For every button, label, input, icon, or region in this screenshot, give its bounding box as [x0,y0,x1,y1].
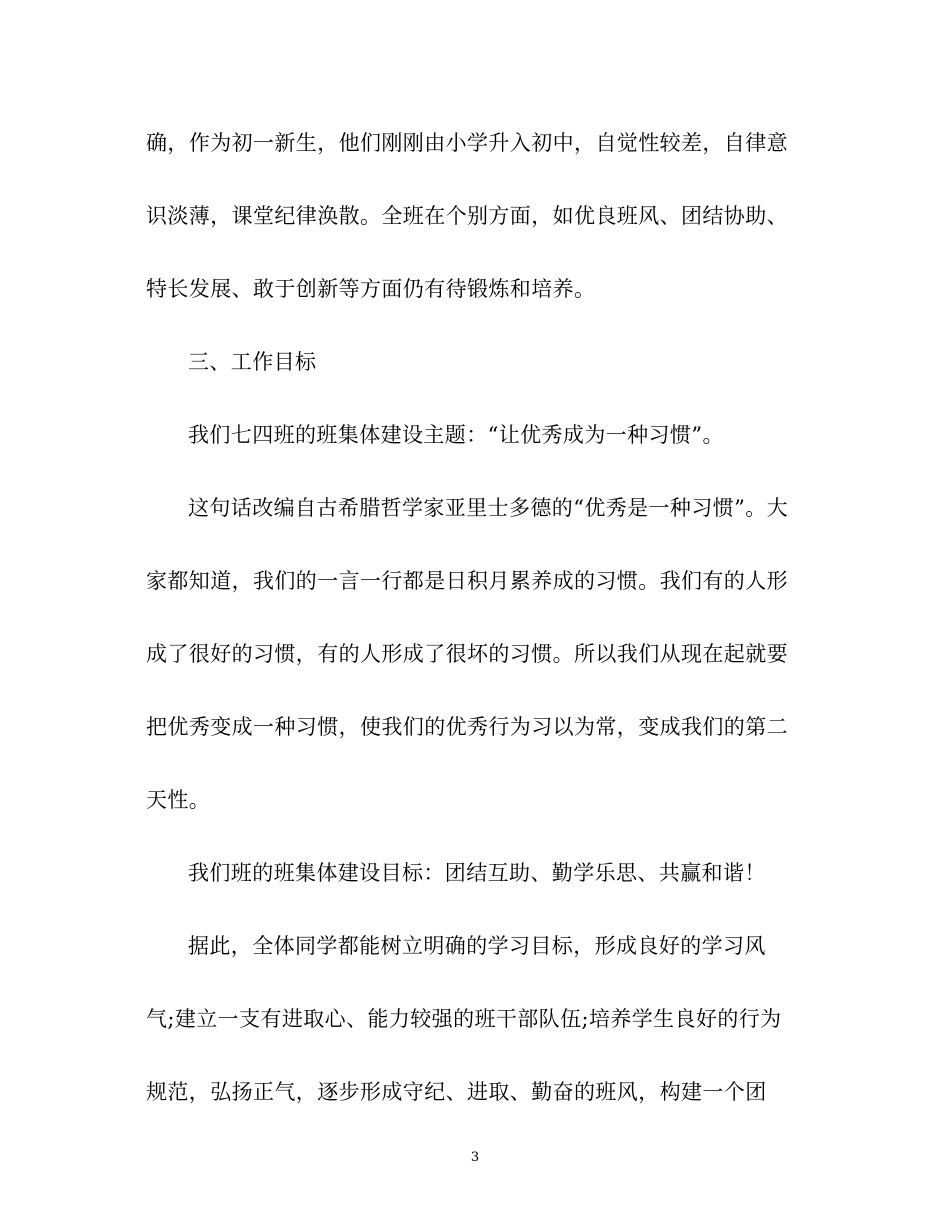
text-line: 家都知道，我们的一言一行都是日积月累养成的习惯。我们有的人形 [146,569,788,593]
text-line: 成了很好的习惯，有的人形成了很坏的习惯。所以我们从现在起就要 [146,642,788,666]
text-line: 我们班的班集体建设目标：团结互助、勤学乐思、共赢和谐！ [188,861,766,885]
text-line: 我们七四班的班集体建设主题：“让优秀成为一种习惯”。 [188,423,724,447]
text-line: 天性。 [146,788,211,812]
text-line: 据此，全体同学都能树立明确的学习目标，形成良好的学习风 [188,934,766,958]
text-line: 把优秀变成一种习惯，使我们的优秀行为习以为常，变成我们的第二 [146,715,788,739]
text-line: 识淡薄，课堂纪律涣散。全班在个别方面，如优良班风、团结协助、 [146,204,788,228]
text-line: 特长发展、敢于创新等方面仍有待锻炼和培养。 [146,277,596,301]
text-line: 这句话改编自古希腊哲学家亚里士多德的“优秀是一种习惯”。大 [188,496,789,520]
text-line: 确，作为初一新生，他们刚刚由小学升入初中，自觉性较差，自律意 [146,131,788,155]
text-line: 规范，弘扬正气，逐步形成守纪、进取、勤奋的班风，构建一个团 [146,1080,767,1104]
page-number: 3 [470,1150,480,1165]
text-line: 气;建立一支有进取心、能力较强的班干部队伍;培养学生良好的行为 [146,1007,782,1031]
section-heading: 三、工作目标 [188,350,317,374]
